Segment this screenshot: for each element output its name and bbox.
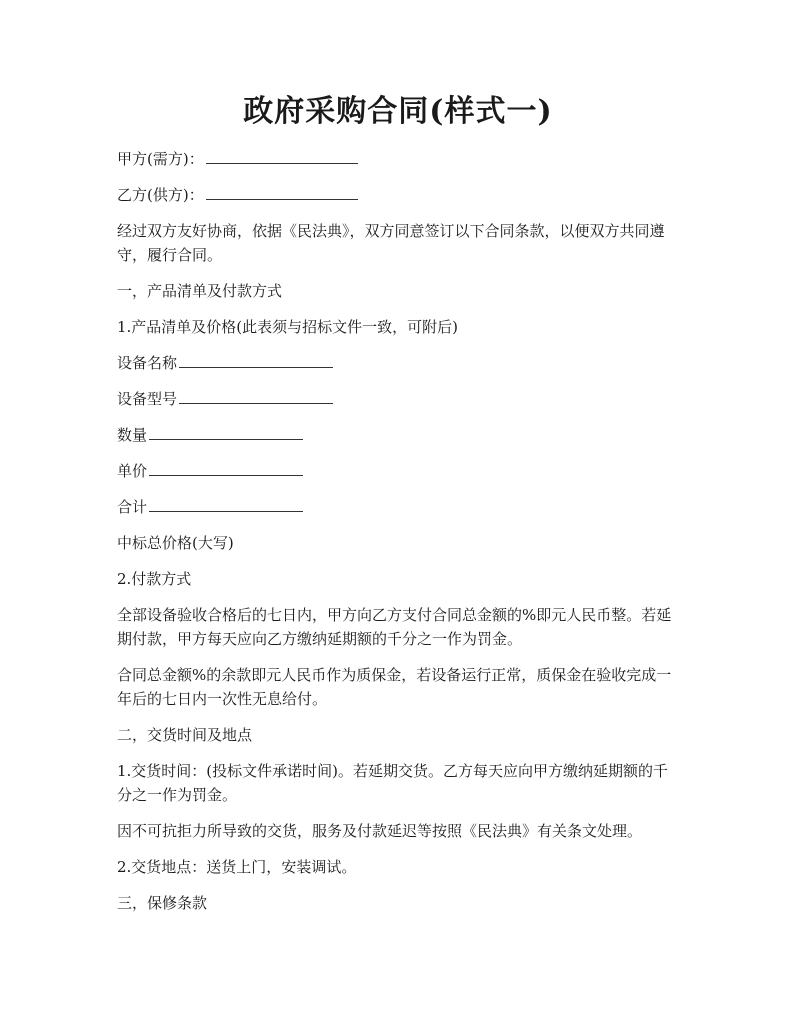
field-blank	[149, 495, 303, 512]
field-label: 单价	[117, 462, 148, 480]
delivery-place-paragraph: 2.交货地点：送货上门，安装调试。	[117, 858, 357, 876]
force-majeure-paragraph: 因不可抗拒力所导致的交货，服务及付款延迟等按照《民法典》有关条文处理。	[117, 822, 643, 840]
party-a-line	[117, 147, 683, 171]
payment-paragraph-1: 全部设备验收合格后的七日内，甲方向乙方支付合同总金额的%即元人民币整。若延期付款，甲方每天应向乙方缴纳延期额的千分之一作为罚金。	[117, 606, 672, 648]
party-b-label: 乙方(供方)：	[117, 186, 204, 204]
field-label: 合计	[117, 498, 148, 516]
document-title: 政府采购合同(样式一)	[243, 94, 553, 129]
intro-paragraph: 经过双方友好协商，依据《民法典》，双方同意签订以下合同条款，以便双方共同遵守，履行合同。	[117, 222, 665, 264]
item2-heading: 2.付款方式	[117, 570, 192, 588]
field-line-unit-price	[117, 459, 683, 483]
delivery-time-paragraph: 1.交货时间：(投标文件承诺时间)。若延期交货。乙方每天应向甲方缴纳延期额的千分之一作为罚金。	[117, 762, 669, 804]
payment-paragraph-2: 合同总金额%的余款即元人民币作为质保金，若设备运行正常，质保金在验收完成一年后的七日内一次性无息给付。	[117, 666, 672, 708]
section2-heading: 二，交货时间及地点	[117, 726, 253, 744]
document-body	[117, 147, 683, 927]
field-blank	[149, 423, 303, 440]
field-line-equipment-model	[117, 387, 683, 411]
total-price-label: 中标总价格(大写)	[117, 534, 234, 552]
field-blank	[149, 459, 303, 476]
section1-heading: 一，产品清单及付款方式	[117, 282, 283, 300]
party-b-blank	[206, 183, 358, 200]
section3-heading: 三，保修条款	[117, 894, 208, 912]
field-label: 数量	[117, 426, 148, 444]
field-line-equipment-name	[117, 351, 683, 375]
field-label: 设备型号	[117, 390, 178, 408]
party-a-blank	[206, 147, 358, 164]
field-label: 设备名称	[117, 354, 178, 372]
field-blank	[179, 387, 333, 404]
party-a-label: 甲方(需方)：	[117, 150, 204, 168]
party-b-line	[117, 183, 683, 207]
item1-heading: 1.产品清单及价格(此表须与招标文件一致，可附后)	[117, 318, 459, 336]
field-blank	[179, 351, 333, 368]
field-line-total	[117, 495, 683, 519]
field-line-quantity	[117, 423, 683, 447]
